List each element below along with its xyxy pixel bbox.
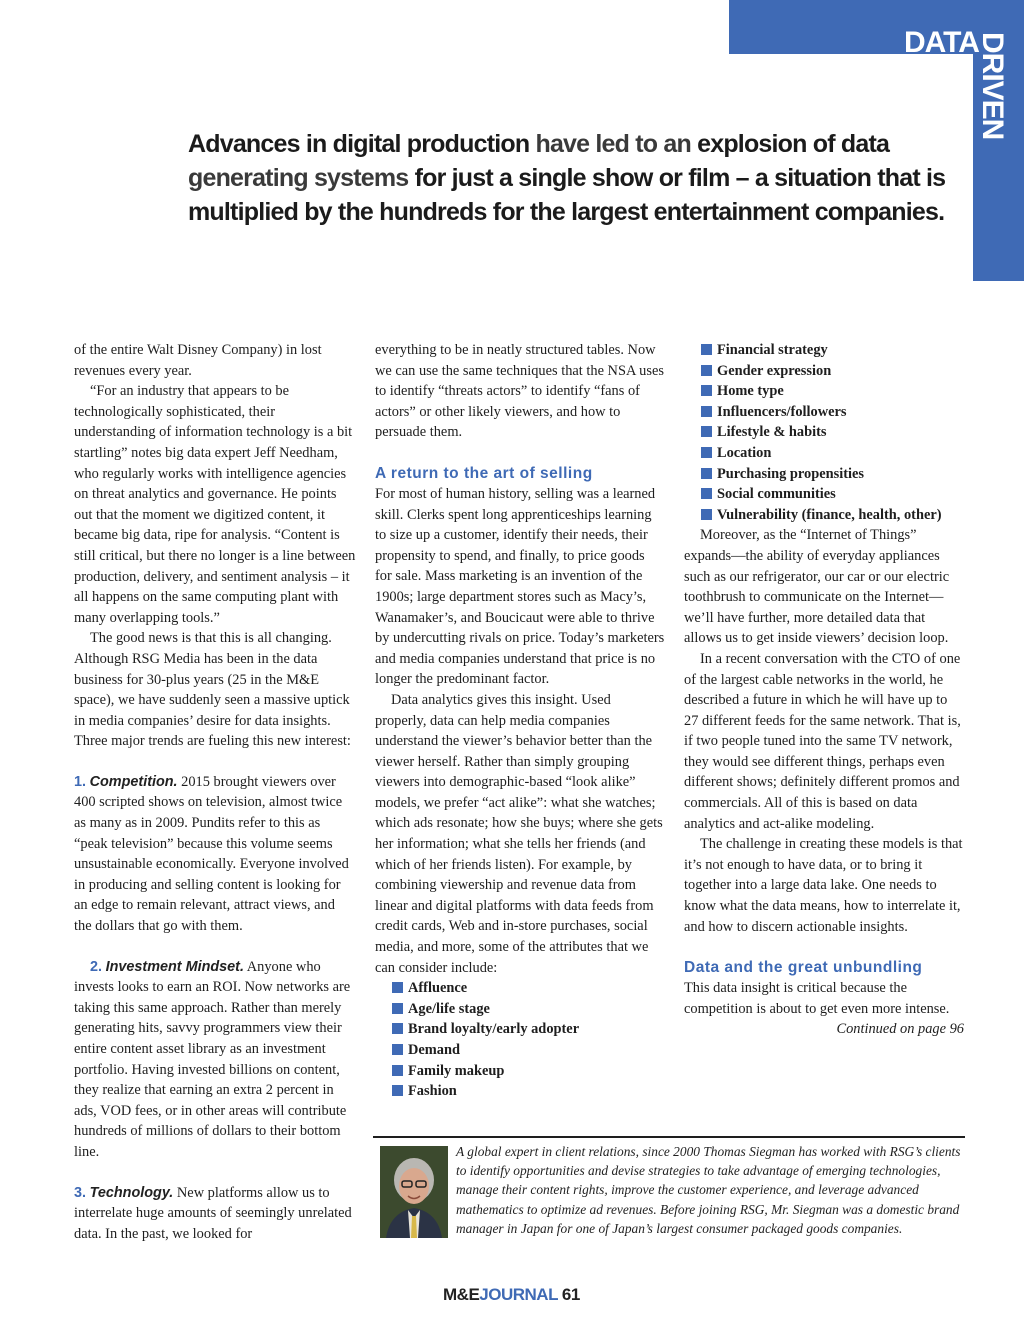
attribute-list xyxy=(375,978,665,1102)
paragraph: For most of human history, selling was a learned skill. Clerks spent long apprenticeships learning to size up a customer, identify their needs, their propensity to spend, and finally, to price goods for sale. Mass marketing is an invention of the 1900s; large department stores such as Macy’s, Wanamaker’s, and Boucicaut were able to thrive by undercutting rivals on price. Today’s marketers and media companies understand that price is no longer the predominant factor. xyxy=(375,485,665,688)
bullet-square-icon xyxy=(392,1023,403,1034)
paragraph: Data analytics gives this insight. Used properly, data can help media companies understand the viewer’s behavior better than the viewer herself. Rather than simply grouping viewers into demographic-based “look alike” models, we prefer “act alike”: what she watches; which ads resonate; how she buys; where she gets her information; what she tells her friends (and which of her friends listen). For example, by combining viewership and revenue data from linear and digital platforms with data feeds from credit cards, Web and in-store purchases, social media, and more, some of the attributes that we can consider include: xyxy=(375,691,663,976)
bullet-square-icon xyxy=(392,1003,403,1014)
bullet-square-icon xyxy=(701,385,712,396)
author-bio: A global expert in client relations, since 2000 Thomas Siegman has worked with RSG’s clients to identify opportunities and devise strategies to take advantage of emerging technologies, manage their content rights, improve the customer experience, and leverage advanced mathematics to optimize ad revenues. Before joining RSG, Mr. Siegman was a domestic brand manager in Japan for one of Japan’s largest consumer packaged goods companies. xyxy=(456,1144,961,1236)
bullet-square-icon xyxy=(701,509,712,520)
attribute-list-continued xyxy=(684,340,964,525)
list-item: Influencers/followers xyxy=(701,402,964,423)
column-3 xyxy=(684,340,964,1040)
pull-quote-headline: Advances in digital production have led to an explosion of data generating systems for just a single show or film – a situation that is multiplied by the hundreds for the largest entertainment companies. xyxy=(188,130,946,226)
list-item: Gender expression xyxy=(701,361,964,382)
page-folio: M&EJOURNAL 61 xyxy=(443,1285,580,1304)
list-item: Age/life stage xyxy=(392,999,665,1020)
bullet-square-icon xyxy=(701,365,712,376)
list-item: Brand loyalty/early adopter xyxy=(392,1019,665,1040)
bullet-square-icon xyxy=(392,1085,403,1096)
trend-investment-mindset: 2. Investment Mindset. Anyone who invests looks to earn an ROI. Now networks are taking this same approach. Rather than merely generating hits, savvy programmers view their entire content asset library as an investment portfolio. Having invested billions on content, they realize that earning an extra 2 percent in ads, VOD fees, or in other areas will contribute hundreds of millions of dollars to their bottom line. xyxy=(74,958,351,1160)
list-item: Family makeup xyxy=(392,1061,665,1082)
subheading-art-of-selling: A return to the art of selling xyxy=(375,464,593,482)
bullet-square-icon xyxy=(392,1065,403,1076)
bullet-square-icon xyxy=(701,406,712,417)
author-portrait-icon xyxy=(380,1146,448,1238)
paragraph: This data insight is critical because the competition is about to get even more intense. xyxy=(684,980,950,1017)
continued-note: Continued on page 96 xyxy=(836,1021,964,1038)
paragraph: Moreover, as the “Internet of Things” expands—the ability of everyday appliances such as our refrigerator, our car or our electric toothbrush to communicate on the Internet—we’ll have further, more detailed data that allows us to get inside viewers’ decision loop. xyxy=(684,527,950,647)
list-item: Affluence xyxy=(392,978,665,999)
list-item: Home type xyxy=(701,381,964,402)
paragraph: In a recent conversation with the CTO of one of the largest cable networks in the world, he described a future in which he will have up to 27 different feeds for the same network. That is, if two people tuned into the same TV network, they would see different things, perhaps even different shows; definitely different promos and commercials. All of this is based on data analytics and act-alike modeling. xyxy=(684,650,961,832)
bullet-square-icon xyxy=(701,426,712,437)
list-item: Lifestyle & habits xyxy=(701,422,964,443)
section-label-driven: DRIVEN xyxy=(976,32,1009,140)
paragraph: “For an industry that appears to be technologically sophisticated, their understanding of information technology is a bit startling” notes big data expert Jeff Needham, who regularly works with intelligence agencies on threat analytics and governance. He points out that the moment we digitized content, it became big data, ripe for analysis. “Content is still critical, but there no longer is a line between production, delivery, and sentiment analysis – it all happens on the same computing plant with many overlapping tools.” xyxy=(74,383,356,626)
paragraph: The challenge in creating these models is that it’s not enough to have data, or to bring it together into a large data lake. One needs to know what the data means, how to interrelate it, and how to discern actionable insights. xyxy=(684,836,963,935)
trend-competition: 1. Competition. 2015 brought viewers over 400 scripted shows on television, almost twice as many as in 2009. Pundits refer to this as “peak television” because this volume seems unsustainable economically. Everyone involved in producing and selling content is looking for an edge to remain relevant, attract views, and the dollars that go with them. xyxy=(74,773,349,935)
bullet-square-icon xyxy=(392,1044,403,1055)
subheading-great-unbundling: Data and the great unbundling xyxy=(684,959,923,977)
paragraph: of the entire Walt Disney Company) in lost revenues every year. xyxy=(74,342,322,379)
bio-divider xyxy=(373,1136,965,1138)
list-item: Social communities xyxy=(701,484,964,505)
list-item: Financial strategy xyxy=(701,340,964,361)
trend-technology: 3. Technology. New platforms allow us to interrelate huge amounts of seemingly unrelated data. In the past, we looked for xyxy=(74,1184,352,1242)
bullet-square-icon xyxy=(701,468,712,479)
bullet-square-icon xyxy=(701,447,712,458)
bullet-square-icon xyxy=(701,488,712,499)
column-2 xyxy=(375,340,665,1102)
column-1 xyxy=(74,340,356,1244)
paragraph: The good news is that this is all changing. Although RSG Media has been in the data business for 30-plus years (25 in the M&E space), we have suddenly seen a massive uptick in media companies’ desire for data insights. Three major trends are fueling this new interest: xyxy=(74,630,351,750)
list-item: Demand xyxy=(392,1040,665,1061)
list-item: Location xyxy=(701,443,964,464)
list-item: Purchasing propensities xyxy=(701,464,964,485)
bullet-square-icon xyxy=(701,344,712,355)
author-photo xyxy=(380,1146,448,1238)
paragraph: everything to be in neatly structured tables. Now we can use the same techniques that the NSA uses to identify “threats actors” to identify “fans of actors” or other likely viewers, and how to persuade them. xyxy=(375,342,664,441)
section-label-data: DATA xyxy=(904,26,979,59)
list-item: Vulnerability (finance, health, other) xyxy=(701,505,964,526)
bullet-square-icon xyxy=(392,982,403,993)
list-item: Fashion xyxy=(392,1081,665,1102)
